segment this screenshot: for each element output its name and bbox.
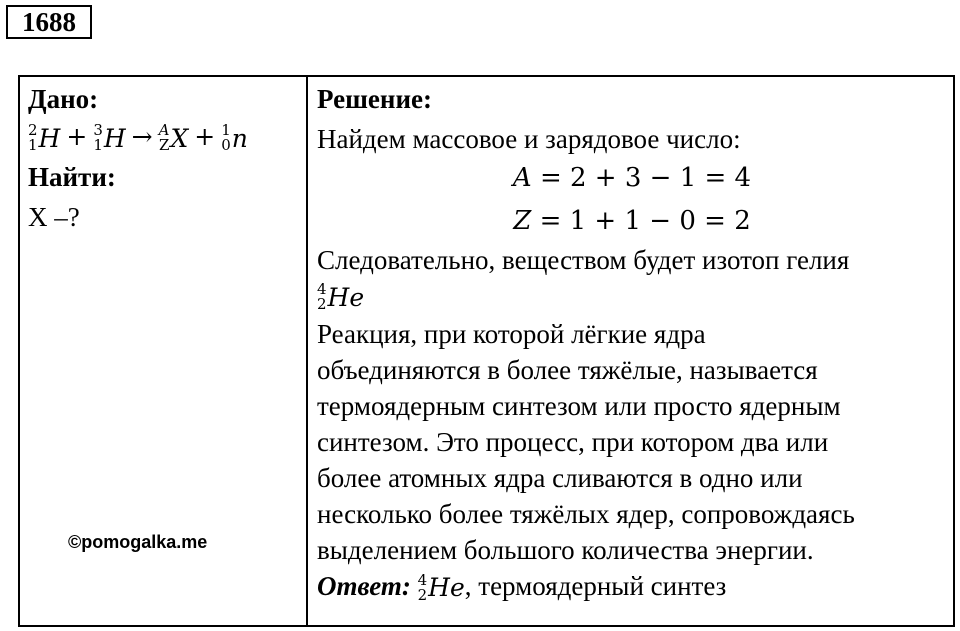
answer-isotope: 4 2 He	[417, 570, 465, 604]
reaction-equation: 2 1 H + 3 1 H → A Z X + 1 0 n	[28, 117, 298, 159]
solution-intro: Найдем массовое и зарядовое число:	[317, 124, 741, 154]
product-2: 1 0 n	[221, 121, 248, 154]
paragraph-line: более атомных ядра сливаются в одно или	[317, 462, 803, 493]
reactant-1: 2 1 H	[28, 121, 61, 154]
equation-mass-number: A = 2 + 3 − 1 = 4	[512, 163, 752, 193]
solution-column	[317, 81, 947, 606]
copyright-watermark: ©pomogalka.me	[68, 532, 208, 552]
product-1: A Z X	[158, 121, 189, 154]
given-column	[28, 81, 298, 235]
paragraph-line: выделением большого количества энергии.	[317, 534, 814, 565]
paragraph-line: термоядерным синтезом или просто ядерным	[317, 390, 841, 421]
reactant-2: 3 1 H	[93, 121, 126, 154]
explanation-paragraph	[317, 316, 947, 568]
find-header: Найти:	[28, 161, 116, 192]
solution-table	[18, 75, 955, 627]
equation-charge-number: Z = 1 + 1 − 0 = 2	[513, 206, 751, 236]
answer-line	[317, 568, 947, 607]
paragraph-line: синтезом. Это процесс, при котором два или	[317, 426, 829, 457]
paragraph-line: Реакция, при которой лёгкие ядра	[317, 318, 706, 349]
problem-number: 1688	[6, 5, 92, 39]
given-header: Дано:	[28, 84, 99, 114]
paragraph-line: несколько более тяжёлых ядер, сопровождаясь	[317, 498, 855, 529]
conclusion-text: Следовательно, веществом будет изотоп гелия	[317, 245, 850, 275]
find-text: X –?	[28, 201, 80, 232]
answer-label: Ответ:	[317, 570, 411, 601]
helium-isotope: 4 2 He	[317, 280, 365, 313]
solution-header: Решение:	[317, 84, 432, 114]
paragraph-line: объединяются в более тяжёлые, называется	[317, 354, 818, 385]
answer-text: , термоядерный синтез	[464, 570, 727, 601]
column-divider	[306, 77, 308, 625]
